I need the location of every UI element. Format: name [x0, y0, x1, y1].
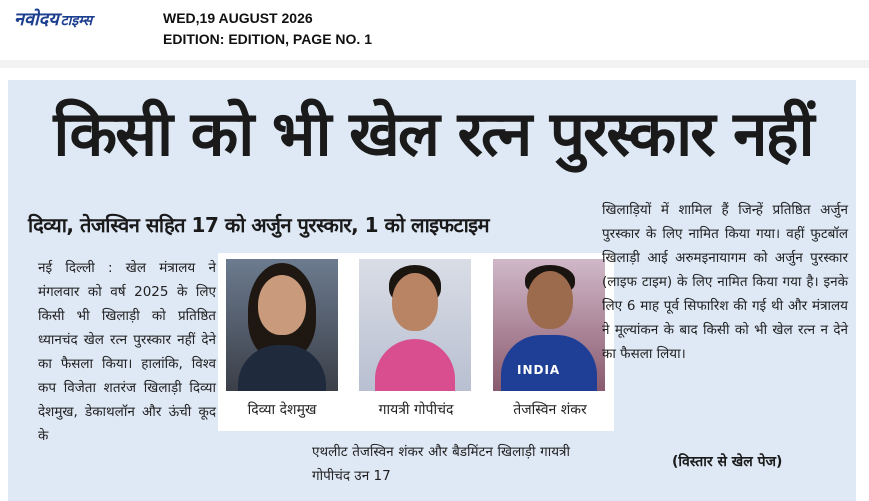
article-headline: किसी को भी खेल रत्न पुरस्कार नहीं	[53, 97, 813, 170]
continued-on-sports-page[interactable]: (विस्तार से खेल पेज)	[672, 454, 783, 470]
photo-caption: तेजस्विन शंकर	[513, 402, 587, 418]
separator	[0, 60, 869, 68]
photo-caption: गायत्री गोपीचंद	[378, 402, 454, 418]
photo-caption: दिव्या देशमुख	[247, 402, 317, 418]
article-column-middle: एथलीट तेजस्विन शंकर और बैडमिंटन खिलाड़ी गायत्री गोपीचंद उन 17	[312, 444, 570, 484]
article-subheadline: दिव्या, तेजस्विन सहित 17 को अर्जुन पुरस्कार, 1 को लाइफटाइम	[28, 213, 490, 237]
article-column-right: खिलाड़ियों में शामिल हैं जिन्हें प्रतिष्ठित अर्जुन पुरस्कार के लिए नामित किया गया। वहीं फुटबॉल खिलाड़ी आई अरुमइनायागम को अर्जुन पुरस्कार (लाइफ टाइम) के लिए नामित किया गया है। इनके लिए 6 माह पूर्व सिफारिश की गई थी और मंत्रालय ने मूल्यांकन के बाद किसी को भी खेल रत्न न देने का फैसला लिया।	[602, 202, 848, 362]
article-column-left: नई दिल्ली : खेल मंत्रालय ने मंगलवार को वर्ष 2025 के लिए किसी भी खिलाड़ी को प्रतिष्ठित ध्यानचंद खेल रत्न पुरस्कार नहीं देने का फैसला किया। हालांकि, विश्व कप विजेता शतरंज खिलाड़ी दिव्या देशमुख, डेकाथलॉन और ऊंची कूद के	[38, 260, 216, 444]
edition-page: EDITION: EDITION, PAGE NO. 1	[163, 31, 372, 47]
photo-strip	[218, 253, 614, 431]
issue-date: WED,19 AUGUST 2026	[163, 10, 313, 26]
logo-subtext: टाइम्स	[60, 13, 93, 29]
tejaswin-shankar-photo	[493, 259, 605, 391]
gayatri-gopichand-photo	[359, 259, 471, 391]
masthead	[0, 0, 869, 60]
news-clipping	[8, 80, 856, 501]
edition-info	[163, 8, 372, 50]
jersey-text: INDIA	[517, 363, 561, 377]
divya-deshmukh-photo	[226, 259, 338, 391]
logo-text: नवोदय	[14, 9, 59, 30]
newspaper-logo[interactable]	[14, 9, 92, 31]
